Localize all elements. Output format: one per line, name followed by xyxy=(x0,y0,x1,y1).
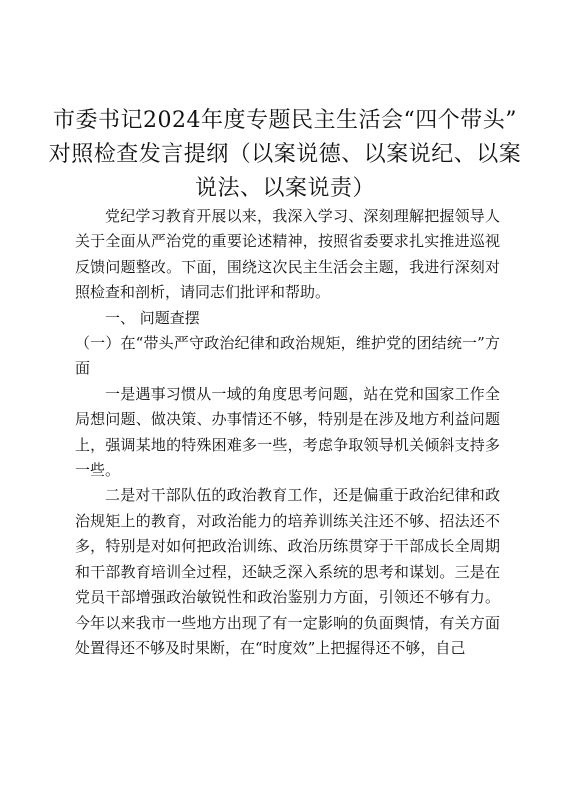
title-line-2: 对照检查发言提纲（以案说德、以案说纪、以案 xyxy=(48,142,522,167)
document-title xyxy=(40,104,530,206)
body-paragraph-2: 二是对干部队伍的政治教育工作，还是偏重于政治纪律和政治规矩上的教育，对政治能力的培养训练关注还不够、招法还不多，特别是对如何把政治训练、政治历练贯穿于干部成长全周期和干部教育培训全过程，还缺乏深入系统的思考和谋划。三是在党员干部增强政治敏锐性和政治鉴别力方面，引领还不够有力。今年以来我市一些地方出现了有一定影响的负面舆情，有关方面处置得还不够及时果断，在“时度效”上把握得还不够，自己 xyxy=(75,486,500,657)
intro-paragraph: 党纪学习教育开展以来，我深入学习、深刻理解把握领导人关于全面从严治党的重要论述精神，按照省委要求扎实推进巡视反馈问题整改。下面，围绕这次民主生活会主题，我进行深刻对照检查和剖析，请同志们批评和帮助。 xyxy=(75,207,500,302)
document-body xyxy=(75,204,500,661)
title-line-3: 说法、以案说责） xyxy=(194,176,375,201)
title-line-1: 市委书记2024年度专题民主生活会“四个带头” xyxy=(53,108,517,133)
section-heading-problem-review: 一、 问题查摆 xyxy=(105,308,200,327)
body-paragraph-1: 一是遇事习惯从一域的角度思考问题，站在党和国家工作全局想问题、做决策、办事情还不够，特别是在涉及地方利益问题上，强调某地的特殊困难多一些，考虑争取领导机关倾斜支持多一些。 xyxy=(75,384,500,480)
subsection-heading-1: （一）在“带头严守政治纪律和政治规矩，维护党的团结统一”方面 xyxy=(75,334,500,378)
